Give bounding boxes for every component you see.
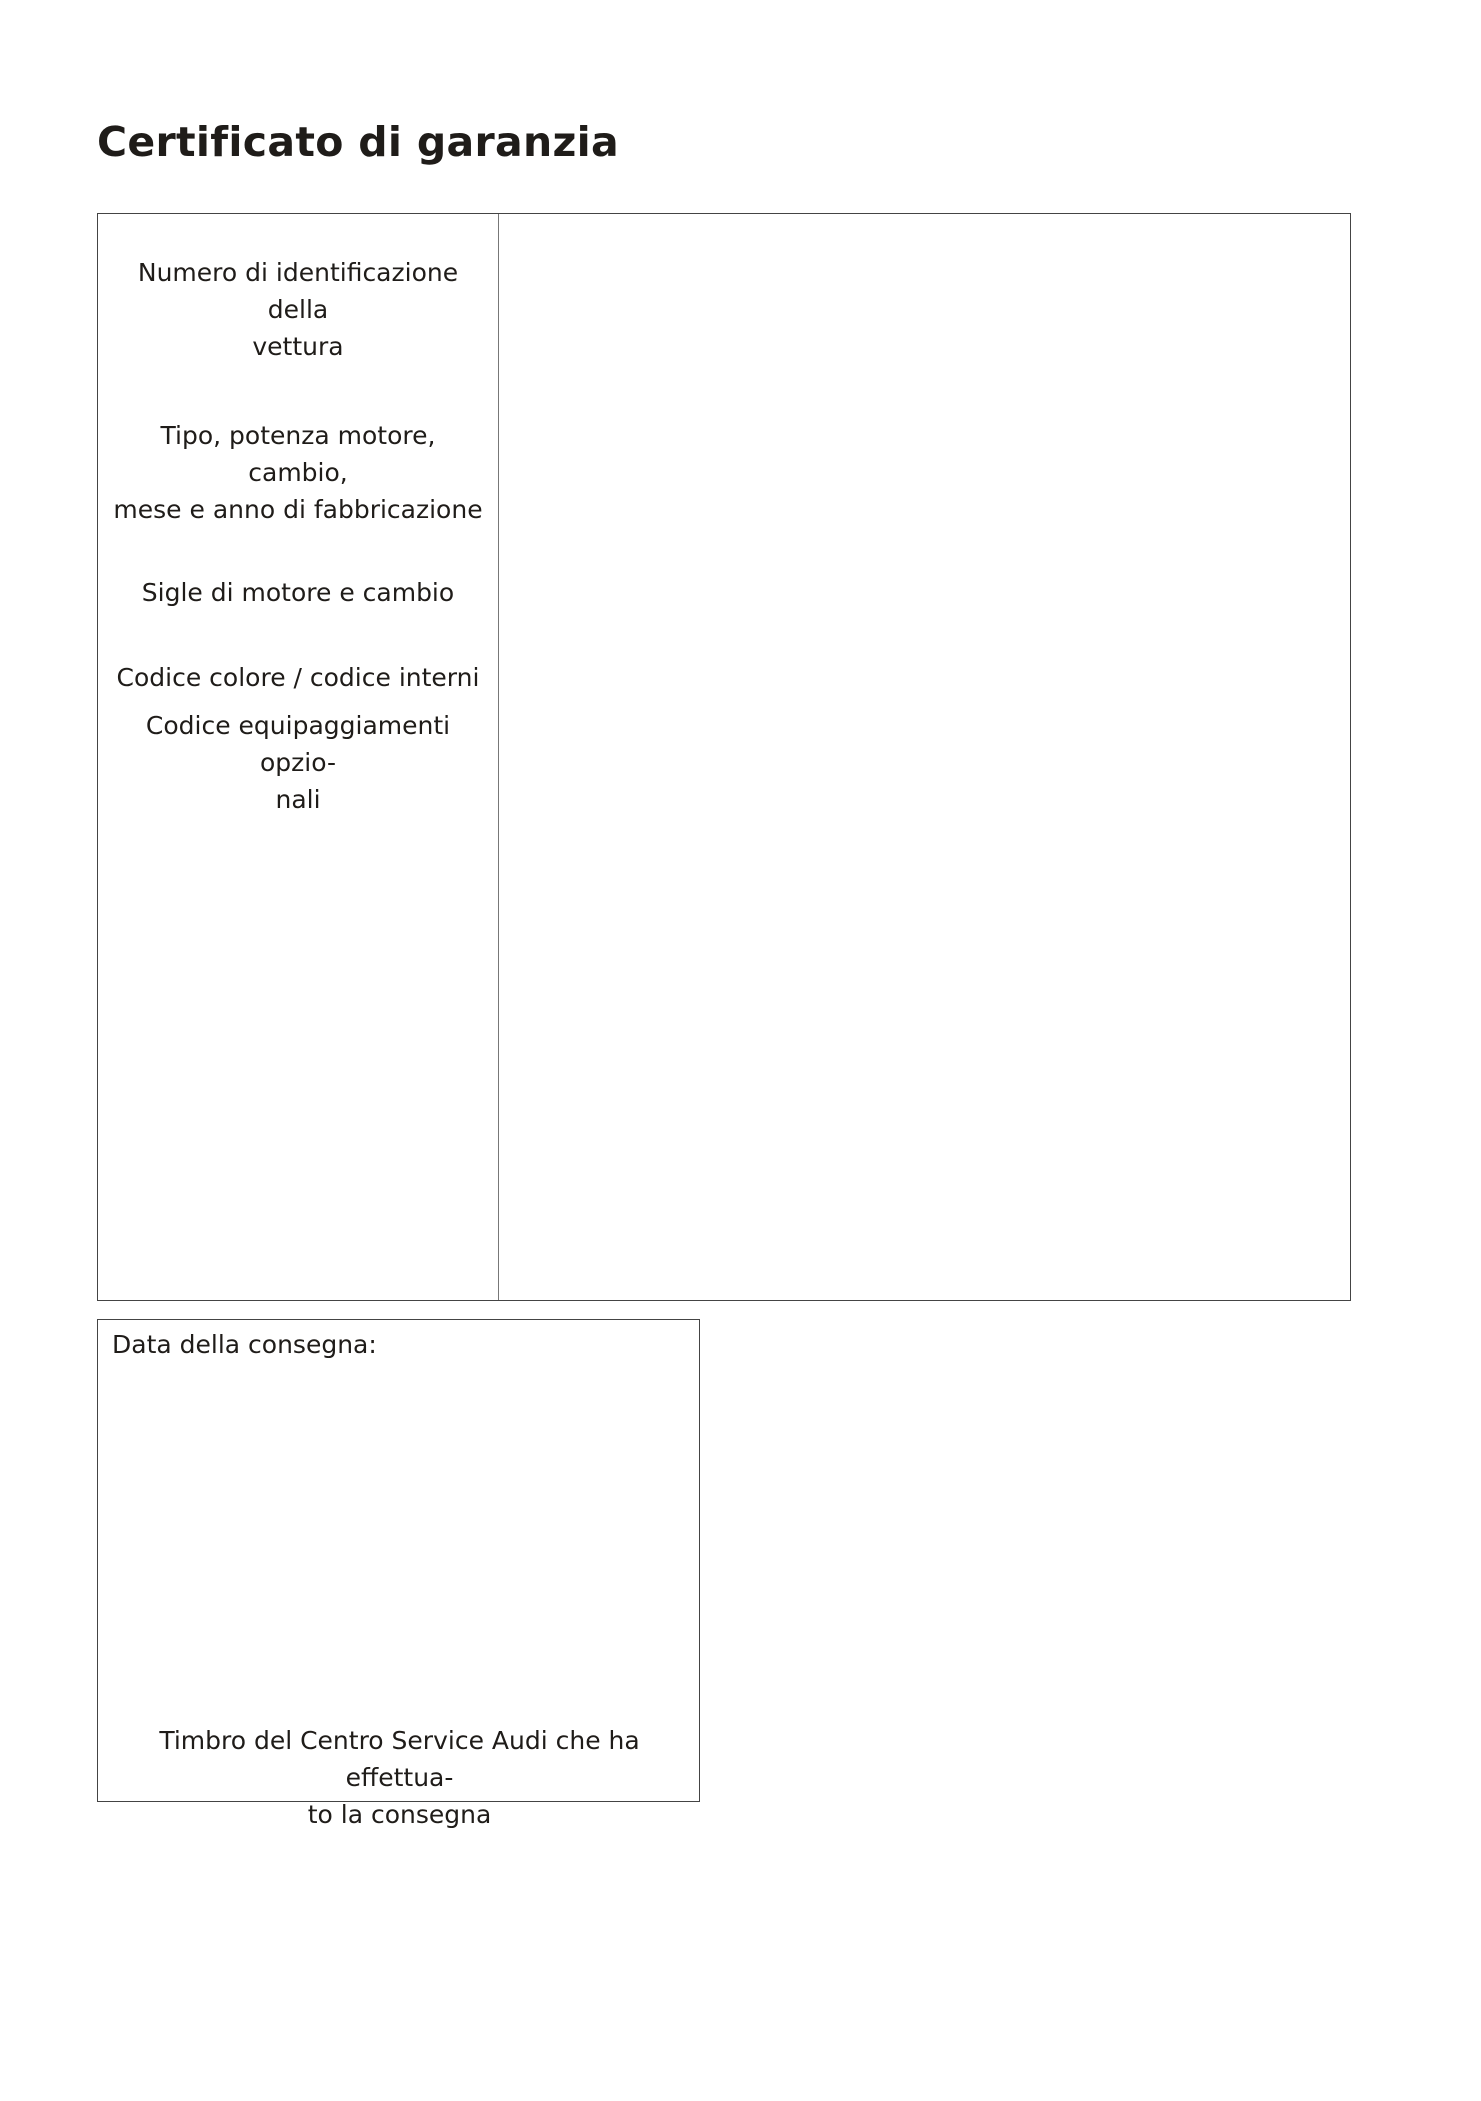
model-info-label-line-2: mese e anno di fabbricazione — [113, 495, 483, 524]
page-title: Certificato di garanzia — [97, 118, 619, 166]
vin-label — [108, 254, 488, 365]
optional-equipment-code-label — [108, 707, 488, 818]
color-interior-code-label-line-1: Codice colore / codice interni — [116, 663, 480, 692]
optional-equipment-code-label-line-1: Codice equipaggiamenti opzio- — [145, 711, 451, 777]
dealer-stamp-label-line-2: to la consegna — [307, 1800, 492, 1829]
column-divider — [498, 214, 499, 1300]
vin-label-line-1: Numero di identificazione della — [137, 258, 459, 324]
model-info-label — [108, 417, 488, 528]
model-info-label-line-1: Tipo, potenza motore, cambio, — [160, 421, 436, 487]
delivery-box — [97, 1319, 700, 1829]
dealer-stamp-label — [108, 1722, 691, 1833]
optional-equipment-code-label-line-2: nali — [275, 785, 321, 814]
dealer-stamp-label-line-1: Timbro del Centro Service Audi che ha effettua- — [159, 1726, 640, 1792]
color-interior-code-label — [108, 659, 488, 696]
engine-gearbox-codes-label — [108, 574, 488, 611]
vin-label-line-2: vettura — [252, 332, 344, 361]
delivery-date-label: Data della consegna: — [112, 1330, 377, 1359]
engine-gearbox-codes-label-line-1: Sigle di motore e cambio — [141, 578, 455, 607]
vehicle-data-table — [97, 213, 1351, 1301]
